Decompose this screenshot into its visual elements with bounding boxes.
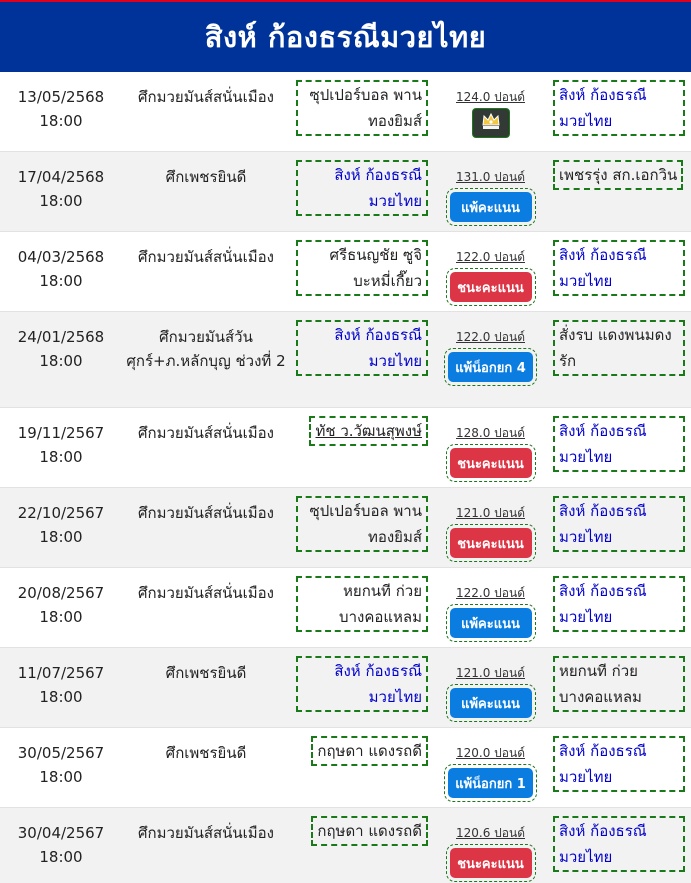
fight-row	[0, 408, 691, 488]
fight-date-cell	[0, 408, 122, 469]
fight-date-cell	[0, 312, 122, 373]
red-corner-cell	[290, 312, 432, 376]
fighter-name[interactable]: สิงห์ ก้องธรณีมวยไทย	[559, 582, 647, 626]
fighter-name[interactable]: ซุปเปอร์บอล พานทองยิมส์	[309, 502, 422, 546]
fight-date: 13/05/2568	[17, 88, 105, 106]
fighter-name[interactable]: กฤษดา แดงรถดี	[317, 822, 422, 840]
blue-corner-fighter-link[interactable]	[553, 736, 685, 792]
page-title: สิงห์ ก้องธรณีมวยไทย	[204, 20, 487, 54]
result-badge: ชนะคะแนน	[450, 272, 532, 302]
red-corner-cell	[290, 728, 432, 766]
event-name: ศึกมวยมันส์สนั่นเมือง	[137, 504, 274, 522]
fight-date: 30/04/2567	[17, 824, 105, 842]
result-cell	[432, 408, 549, 482]
result-badge: ชนะคะแนน	[450, 848, 532, 878]
crown-badge	[472, 108, 510, 138]
red-corner-fighter-link[interactable]	[296, 576, 428, 632]
result-badge-wrapper	[446, 268, 536, 306]
fight-date: 04/03/2568	[17, 248, 105, 266]
fight-time: 18:00	[39, 112, 83, 130]
blue-corner-fighter-link[interactable]	[553, 576, 685, 632]
blue-corner-fighter-link[interactable]	[553, 816, 685, 872]
result-cell	[432, 808, 549, 882]
red-corner-fighter-link[interactable]	[311, 816, 428, 846]
result-cell	[432, 648, 549, 722]
result-badge: แพ้น็อกยก 1	[448, 768, 533, 798]
result-badge: ชนะคะแนน	[450, 448, 532, 478]
event-name: ศึกมวยมันส์สนั่นเมือง	[137, 424, 274, 442]
result-badge: แพ้คะแนน	[450, 192, 532, 222]
result-badge-wrapper	[446, 524, 536, 562]
fighter-name[interactable]: ศรีธนญชัย ซูจิบะหมี่เกี๊ยว	[329, 246, 422, 290]
blue-corner-cell	[549, 152, 691, 190]
weight-label: 122.0 ปอนด์	[456, 250, 525, 264]
fight-row	[0, 232, 691, 312]
fight-date-cell	[0, 568, 122, 629]
fight-row	[0, 152, 691, 232]
crown-icon	[481, 112, 501, 134]
result-cell	[432, 152, 549, 226]
result-cell	[432, 232, 549, 306]
blue-corner-fighter-link[interactable]	[553, 240, 685, 296]
fight-date-cell	[0, 232, 122, 293]
result-badge-wrapper	[446, 444, 536, 482]
red-corner-cell	[290, 408, 432, 446]
blue-corner-fighter-link[interactable]	[553, 496, 685, 552]
fighter-name[interactable]: หยกนที ก่วยบางคอแหลม	[339, 582, 422, 626]
fight-date: 24/01/2568	[17, 328, 105, 346]
red-corner-fighter-link[interactable]	[296, 240, 428, 296]
result-badge: แพ้คะแนน	[450, 608, 532, 638]
blue-corner-fighter-link[interactable]	[553, 416, 685, 472]
blue-corner-cell	[549, 728, 691, 792]
weight-label: 120.6 ปอนด์	[456, 826, 525, 840]
event-name: ศึกมวยมันส์สนั่นเมือง	[137, 88, 274, 106]
red-corner-cell	[290, 152, 432, 216]
fighter-name[interactable]: ทัช ว.วัฒนสุพงษ์	[315, 422, 422, 440]
fight-time: 18:00	[39, 448, 83, 466]
result-cell	[432, 72, 549, 138]
event-name: ศึกมวยมันส์สนั่นเมือง	[137, 584, 274, 602]
fighter-name[interactable]: สิงห์ ก้องธรณีมวยไทย	[559, 246, 647, 290]
weight-label: 122.0 ปอนด์	[456, 330, 525, 344]
event-name: ศึกเพชรยินดี	[165, 168, 247, 186]
fight-date: 19/11/2567	[17, 424, 105, 442]
event-name: ศึกมวยมันส์สนั่นเมือง	[137, 824, 274, 842]
blue-corner-cell	[549, 648, 691, 712]
result-badge: ชนะคะแนน	[450, 528, 532, 558]
blue-corner-cell	[549, 808, 691, 872]
fight-date-cell	[0, 152, 122, 213]
red-corner-fighter-link[interactable]	[296, 320, 428, 376]
blue-corner-cell	[549, 408, 691, 472]
red-corner-cell	[290, 488, 432, 552]
fight-time: 18:00	[39, 352, 83, 370]
fighter-name[interactable]: สิงห์ ก้องธรณีมวยไทย	[334, 166, 422, 210]
fight-date-cell	[0, 488, 122, 549]
fight-time: 18:00	[39, 688, 83, 706]
weight-label: 121.0 ปอนด์	[456, 666, 525, 680]
red-corner-cell	[290, 72, 432, 136]
weight-label: 124.0 ปอนด์	[456, 90, 525, 104]
fight-row	[0, 808, 691, 883]
fighter-name[interactable]: สิงห์ ก้องธรณีมวยไทย	[559, 422, 647, 466]
fight-row	[0, 488, 691, 568]
result-cell	[432, 568, 549, 642]
result-cell	[432, 728, 549, 802]
fight-date-cell	[0, 648, 122, 709]
weight-label: 131.0 ปอนด์	[456, 170, 525, 184]
fighter-name[interactable]: หยกนที ก่วยบางคอแหลม	[559, 662, 642, 706]
weight-label: 122.0 ปอนด์	[456, 586, 525, 600]
fighter-name[interactable]: สิงห์ ก้องธรณีมวยไทย	[334, 662, 422, 706]
fight-date-cell	[0, 72, 122, 133]
result-badge-wrapper	[446, 844, 536, 882]
fight-time: 18:00	[39, 528, 83, 546]
fight-time: 18:00	[39, 768, 83, 786]
fight-time: 18:00	[39, 848, 83, 866]
red-corner-fighter-link[interactable]	[296, 80, 428, 136]
fighter-name[interactable]: เพชรรุ่ง สก.เอกวิน	[559, 166, 678, 184]
page-header	[0, 2, 691, 72]
fight-date: 20/08/2567	[17, 584, 105, 602]
result-badge-wrapper	[446, 604, 536, 642]
event-name: ศึกเพชรยินดี	[165, 744, 247, 762]
fighter-name[interactable]: สิงห์ ก้องธรณีมวยไทย	[559, 86, 647, 130]
blue-corner-cell	[549, 312, 691, 376]
blue-corner-cell	[549, 568, 691, 632]
fight-date: 22/10/2567	[17, 504, 105, 522]
fighter-name[interactable]: กฤษดา แดงรถดี	[317, 742, 422, 760]
event-name: ศึกเพชรยินดี	[165, 664, 247, 682]
weight-label: 120.0 ปอนด์	[456, 746, 525, 760]
result-cell	[432, 312, 549, 386]
blue-corner-fighter-link[interactable]	[553, 656, 685, 712]
fighter-name[interactable]: ซุปเปอร์บอล พานทองยิมส์	[309, 86, 422, 130]
fight-row	[0, 648, 691, 728]
red-corner-cell	[290, 568, 432, 632]
fight-date-cell	[0, 728, 122, 789]
blue-corner-cell	[549, 232, 691, 296]
blue-corner-fighter-link[interactable]	[553, 80, 685, 136]
fight-date-cell	[0, 808, 122, 869]
fight-date: 17/04/2568	[17, 168, 105, 186]
fight-time: 18:00	[39, 608, 83, 626]
red-corner-fighter-link[interactable]	[311, 736, 428, 766]
blue-corner-fighter-link[interactable]	[553, 160, 683, 190]
result-badge: แพ้คะแนน	[450, 688, 532, 718]
red-corner-cell	[290, 808, 432, 846]
blue-corner-cell	[549, 72, 691, 136]
red-corner-fighter-link[interactable]	[309, 416, 428, 446]
result-badge-wrapper	[446, 188, 536, 226]
fight-row	[0, 568, 691, 648]
fighter-name[interactable]: สิงห์ ก้องธรณีมวยไทย	[334, 326, 422, 370]
red-corner-fighter-link[interactable]	[296, 496, 428, 552]
result-badge-wrapper	[446, 684, 536, 722]
event-name: ศึกมวยมันส์วันศุกร์+ภ.หลักบุญ ช่วงที่ 2	[126, 328, 286, 370]
weight-label: 121.0 ปอนด์	[456, 506, 525, 520]
red-corner-cell	[290, 648, 432, 712]
fight-date: 30/05/2567	[17, 744, 105, 762]
weight-label: 128.0 ปอนด์	[456, 426, 525, 440]
fight-history-list	[0, 72, 691, 883]
fighter-name[interactable]: สิงห์ ก้องธรณีมวยไทย	[559, 822, 647, 866]
result-cell	[432, 488, 549, 562]
fight-time: 18:00	[39, 192, 83, 210]
fight-date: 11/07/2567	[17, 664, 105, 682]
red-corner-fighter-link[interactable]	[296, 656, 428, 712]
fight-time: 18:00	[39, 272, 83, 290]
result-badge-wrapper	[444, 348, 537, 386]
result-badge: แพ้น็อกยก 4	[448, 352, 533, 382]
blue-corner-fighter-link[interactable]	[553, 320, 685, 376]
blue-corner-cell	[549, 488, 691, 552]
fighter-name[interactable]: สั่งรบ แดงพนมดงรัก	[559, 326, 672, 370]
red-corner-fighter-link[interactable]	[296, 160, 428, 216]
fighter-name[interactable]: สิงห์ ก้องธรณีมวยไทย	[559, 502, 647, 546]
event-name: ศึกมวยมันส์สนั่นเมือง	[137, 248, 274, 266]
red-corner-cell	[290, 232, 432, 296]
fight-row	[0, 72, 691, 152]
fight-row	[0, 312, 691, 408]
result-badge-wrapper	[444, 764, 537, 802]
fighter-name[interactable]: สิงห์ ก้องธรณีมวยไทย	[559, 742, 647, 786]
fight-row	[0, 728, 691, 808]
